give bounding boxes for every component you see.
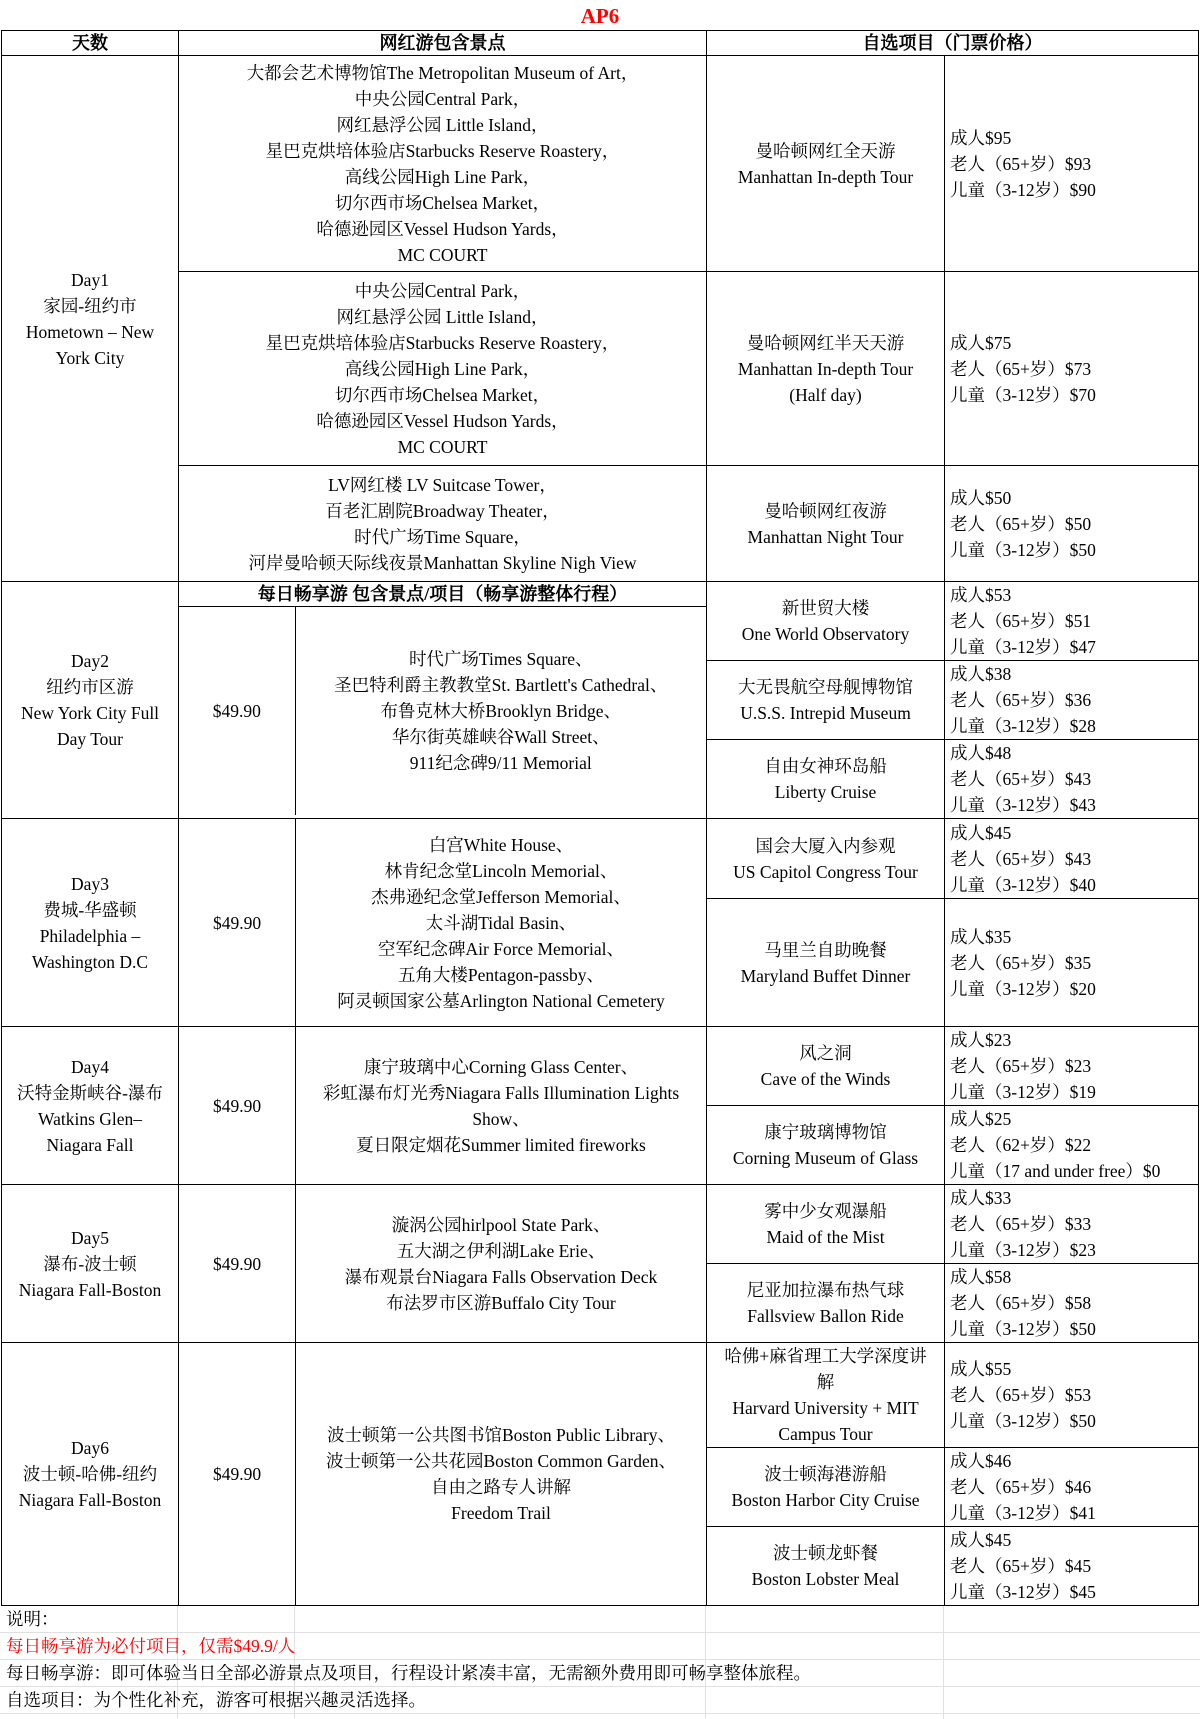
price-cell bbox=[945, 1027, 1199, 1106]
optional-tour-cell bbox=[707, 661, 945, 740]
sights-cell bbox=[179, 272, 707, 466]
price-line: 老人（65+岁）$45 bbox=[950, 1556, 1092, 1576]
price-cell bbox=[945, 1527, 1199, 1606]
day-label: Day Tour bbox=[56, 729, 123, 749]
tour-name: Cave of the Winds bbox=[760, 1069, 891, 1089]
sight-line: 中央公园Central Park， bbox=[354, 88, 531, 109]
day-label-cell bbox=[2, 56, 179, 582]
sight-line: 五角大楼Pentagon-passby、 bbox=[397, 964, 605, 985]
sight-line: 白宫White House、 bbox=[428, 834, 574, 855]
optional-tour-cell bbox=[707, 1027, 945, 1106]
header-row bbox=[2, 31, 1199, 56]
day-label: Day4 bbox=[71, 1056, 109, 1077]
header-days: 天数 bbox=[2, 31, 179, 56]
sight-line: 星巴克烘培体验店Starbucks Reserve Roastery， bbox=[265, 332, 620, 353]
price-line: 成人$45 bbox=[950, 1530, 1012, 1550]
tour-name: Boston Harbor City Cruise bbox=[731, 1490, 920, 1510]
daily-price: $49.90 bbox=[179, 607, 295, 816]
day-label: Niagara Fall bbox=[46, 1134, 134, 1155]
tour-name: Campus Tour bbox=[778, 1424, 873, 1444]
day1-row bbox=[2, 56, 1199, 272]
tour-name: 风之洞 bbox=[799, 1043, 852, 1063]
price-line: 老人（65+岁）$23 bbox=[950, 1056, 1092, 1076]
price-line: 儿童（3-12岁）$43 bbox=[950, 795, 1096, 815]
tour-name: 大无畏航空母舰博物馆 bbox=[738, 677, 913, 697]
optional-tour-cell bbox=[707, 740, 945, 819]
optional-tour-cell bbox=[707, 899, 945, 1027]
price-line: 儿童（3-12岁）$41 bbox=[950, 1503, 1096, 1523]
tour-name: Boston Lobster Meal bbox=[751, 1569, 900, 1589]
sight-line: 切尔西市场Chelsea Market， bbox=[334, 384, 551, 405]
price-line: 老人（65+岁）$51 bbox=[950, 611, 1092, 631]
tour-name: Manhattan Night Tour bbox=[747, 526, 904, 547]
sight-line: 阿灵顿国家公墓Arlington National Cemetery bbox=[337, 990, 665, 1011]
price-line: 老人（65+岁）$46 bbox=[950, 1477, 1092, 1497]
sight-line: 星巴克烘培体验店Starbucks Reserve Roastery， bbox=[265, 140, 620, 161]
tour-name: (Half day) bbox=[789, 384, 862, 405]
price-line: 成人$23 bbox=[950, 1030, 1012, 1050]
price-line: 老人（65+岁）$36 bbox=[950, 690, 1092, 710]
price-line: 儿童（3-12岁）$23 bbox=[950, 1240, 1096, 1260]
sight-line: 杰弗逊纪念堂Jefferson Memorial、 bbox=[371, 886, 631, 907]
price-line: 成人$35 bbox=[950, 926, 1012, 947]
price-line: 成人$33 bbox=[950, 1188, 1012, 1208]
tour-name: U.S.S. Intrepid Museum bbox=[740, 703, 911, 723]
price-line: 儿童（3-12岁）$50 bbox=[950, 539, 1096, 560]
sight-line: 网红悬浮公园 Little Island， bbox=[336, 306, 549, 327]
tour-name: 波士顿龙虾餐 bbox=[773, 1543, 878, 1563]
optional-tour-cell bbox=[707, 272, 945, 466]
sights-cell bbox=[179, 466, 707, 582]
price-line: 儿童（3-12岁）$45 bbox=[950, 1582, 1096, 1602]
sight-line: 高线公园High Line Park， bbox=[344, 166, 541, 187]
daily-header: 每日畅享游 包含景点/项目（畅享游整体行程） bbox=[179, 582, 706, 607]
sight-line: 波士顿第一公共图书馆Boston Public Library、 bbox=[326, 1425, 676, 1445]
optional-tour-cell bbox=[707, 1448, 945, 1527]
day-label: Day3 bbox=[71, 873, 109, 894]
notes-label: 说明： bbox=[0, 1606, 1200, 1633]
tour-name: Manhattan In-depth Tour bbox=[737, 358, 914, 379]
price-line: 儿童（3-12岁）$40 bbox=[950, 874, 1096, 895]
notes-daily: 每日畅享游：即可体验当日全部必游景点及项目，行程设计紧凑丰富，无需额外费用即可畅享整体旅程。 bbox=[0, 1660, 1200, 1687]
sight-line: 波士顿第一公共花园Boston Common Garden、 bbox=[326, 1451, 676, 1471]
price-line: 儿童（3-12岁）$28 bbox=[950, 716, 1096, 736]
optional-tour-cell bbox=[707, 1264, 945, 1343]
tour-name: Corning Museum of Glass bbox=[732, 1148, 919, 1168]
sight-line: 中央公园Central Park， bbox=[354, 280, 531, 301]
price-line: 老人（65+岁）$43 bbox=[950, 769, 1092, 789]
day-label-cell bbox=[2, 819, 179, 1027]
sight-line: 高线公园High Line Park， bbox=[344, 358, 541, 379]
tour-name: Harvard University + MIT bbox=[732, 1398, 919, 1418]
day-row bbox=[2, 1027, 1199, 1106]
header-sights: 网红游包含景点 bbox=[179, 31, 707, 56]
day-label: Philadelphia – bbox=[39, 925, 141, 946]
optional-tour-cell bbox=[707, 582, 945, 661]
day-label: Day1 bbox=[71, 269, 109, 290]
price-cell bbox=[945, 1106, 1199, 1185]
tour-name: 雾中少女观瀑船 bbox=[764, 1201, 887, 1221]
tour-name: 哈佛+麻省理工大学深度讲 bbox=[724, 1346, 927, 1366]
day1-row bbox=[2, 466, 1199, 582]
day-label: 波士顿-哈佛-纽约 bbox=[22, 1464, 158, 1484]
day-label: Niagara Fall-Boston bbox=[18, 1279, 162, 1300]
sight-line: 华尔街英雄峡谷Wall Street、 bbox=[391, 727, 610, 747]
daily-price: $49.90 bbox=[179, 1185, 296, 1343]
optional-tour-cell bbox=[707, 819, 945, 899]
price-line: 老人（65+岁）$53 bbox=[950, 1385, 1092, 1405]
sight-line: Freedom Trail bbox=[451, 1503, 551, 1523]
price-line: 老人（65+岁）$50 bbox=[950, 513, 1092, 534]
optional-tour-cell bbox=[707, 56, 945, 272]
sight-line: 哈德逊园区Vessel Hudson Yards， bbox=[316, 410, 569, 431]
sights-cell bbox=[295, 607, 706, 816]
itinerary-table bbox=[1, 30, 1199, 1606]
price-cell bbox=[945, 56, 1199, 272]
price-line: 成人$53 bbox=[950, 585, 1012, 605]
sight-line: 空军纪念碑Air Force Memorial、 bbox=[378, 938, 624, 959]
day-label: New York City Full bbox=[20, 703, 160, 723]
tour-name: Fallsview Ballon Ride bbox=[747, 1306, 904, 1326]
sights-cell bbox=[179, 56, 707, 272]
sights-cell bbox=[296, 1343, 707, 1606]
sight-line: 911纪念碑9/11 Memorial bbox=[409, 753, 592, 773]
price-line: 老人（65+岁）$35 bbox=[950, 952, 1092, 973]
price-line: 成人$58 bbox=[950, 1267, 1012, 1287]
price-cell bbox=[945, 1448, 1199, 1527]
price-cell bbox=[945, 740, 1199, 819]
sight-line: 太斗湖Tidal Basin、 bbox=[425, 912, 577, 933]
day-label: 沃特金斯峡谷-瀑布 bbox=[17, 1082, 163, 1103]
day-label: Day6 bbox=[71, 1438, 109, 1458]
day-label-cell bbox=[2, 1185, 179, 1343]
day-label: Day5 bbox=[71, 1227, 109, 1248]
tour-name: 马里兰自助晚餐 bbox=[764, 939, 887, 960]
price-cell bbox=[945, 466, 1199, 582]
tour-name: 曼哈顿网红夜游 bbox=[764, 500, 887, 521]
sight-line: 彩虹瀑布灯光秀Niagara Falls Illumination Lights bbox=[322, 1082, 680, 1103]
tour-name: 康宁玻璃博物馆 bbox=[764, 1122, 887, 1142]
price-line: 儿童（3-12岁）$50 bbox=[950, 1319, 1096, 1339]
price-line: 成人$45 bbox=[950, 822, 1012, 843]
daily-inner-table bbox=[179, 582, 706, 815]
sight-line: 百老汇剧院Broadway Theater， bbox=[325, 500, 560, 521]
tour-name: 新世贸大楼 bbox=[781, 598, 870, 618]
day-row bbox=[2, 582, 1199, 661]
price-cell bbox=[945, 582, 1199, 661]
sight-line: 自由之路专人讲解 bbox=[431, 1477, 571, 1497]
price-cell bbox=[945, 661, 1199, 740]
sight-line: 时代广场Times Square、 bbox=[408, 649, 593, 669]
price-line: 儿童（3-12岁）$90 bbox=[950, 179, 1096, 200]
sight-line: 圣巴特利爵主教教堂St. Bartlett's Cathedral、 bbox=[334, 675, 668, 695]
sight-line: 漩涡公园hirlpool State Park、 bbox=[391, 1214, 611, 1235]
day-row bbox=[2, 1343, 1199, 1448]
day-label-cell bbox=[2, 1027, 179, 1185]
tour-name: 解 bbox=[816, 1372, 835, 1392]
daily-price: $49.90 bbox=[179, 819, 296, 1027]
header-optional: 自选项目（门票价格） bbox=[707, 31, 1199, 56]
price-line: 儿童（3-12岁）$20 bbox=[950, 978, 1096, 999]
sight-line: MC COURT bbox=[397, 244, 488, 265]
price-line: 老人（65+岁）$58 bbox=[950, 1293, 1092, 1313]
price-line: 成人$95 bbox=[950, 127, 1012, 148]
sight-line: MC COURT bbox=[397, 436, 488, 457]
sight-line: 林肯纪念堂Lincoln Memorial、 bbox=[384, 860, 618, 881]
price-line: 成人$25 bbox=[950, 1109, 1012, 1129]
tour-name: 曼哈顿网红全天游 bbox=[755, 140, 896, 161]
day-label: York City bbox=[55, 347, 125, 368]
price-line: 成人$46 bbox=[950, 1451, 1012, 1471]
price-line: 儿童（3-12岁）$70 bbox=[950, 384, 1096, 405]
sight-line: 网红悬浮公园 Little Island， bbox=[336, 114, 549, 135]
sights-cell bbox=[296, 1185, 707, 1343]
day-label: 费城-华盛顿 bbox=[43, 899, 137, 920]
daily-price: $49.90 bbox=[179, 1027, 296, 1185]
sight-line: 哈德逊园区Vessel Hudson Yards， bbox=[316, 218, 569, 239]
tour-name: Manhattan In-depth Tour bbox=[737, 166, 914, 187]
price-line: 老人（65+岁）$43 bbox=[950, 848, 1092, 869]
day-label-cell bbox=[2, 1343, 179, 1606]
price-line: 老人（65+岁）$33 bbox=[950, 1214, 1092, 1234]
tour-name: US Capitol Congress Tour bbox=[733, 861, 918, 882]
day-label: Washington D.C bbox=[31, 951, 149, 972]
price-line: 老人（65+岁）$93 bbox=[950, 153, 1092, 174]
day-label: Niagara Fall-Boston bbox=[18, 1490, 162, 1510]
tour-name: 曼哈顿网红半天天游 bbox=[746, 332, 905, 353]
sights-cell bbox=[296, 1027, 707, 1185]
daily-price: $49.90 bbox=[179, 1343, 296, 1606]
sights-cell bbox=[296, 819, 707, 1027]
notes-section bbox=[0, 1606, 1200, 1714]
price-line: 儿童（3-12岁）$50 bbox=[950, 1411, 1096, 1431]
notes-optional: 自选项目：为个性化补充，游客可根据兴趣灵活选择。 bbox=[0, 1687, 1200, 1714]
daily-block-cell bbox=[179, 582, 707, 819]
sight-line: LV网红楼 LV Suitcase Tower， bbox=[328, 474, 557, 495]
price-cell bbox=[945, 899, 1199, 1027]
price-line: 儿童（3-12岁）$19 bbox=[950, 1082, 1096, 1102]
price-cell bbox=[945, 1343, 1199, 1448]
price-line: 成人$48 bbox=[950, 743, 1012, 763]
sight-line: 时代广场Time Square， bbox=[354, 526, 531, 547]
price-cell bbox=[945, 819, 1199, 899]
notes-required: 每日畅享游为必付项目，仅需$49.9/人 bbox=[0, 1633, 1200, 1660]
price-line: 儿童（17 and under free）$0 bbox=[950, 1161, 1161, 1181]
price-line: 儿童（3-12岁）$47 bbox=[950, 637, 1096, 657]
sight-line: 五大湖之伊利湖Lake Erie、 bbox=[396, 1240, 606, 1261]
tour-name: 尼亚加拉瀑布热气球 bbox=[746, 1280, 905, 1300]
price-cell bbox=[945, 1185, 1199, 1264]
day-label: 瀑布-波士顿 bbox=[43, 1253, 137, 1274]
price-line: 老人（62+岁）$22 bbox=[950, 1135, 1092, 1155]
tour-name: 波士顿海港游船 bbox=[764, 1464, 887, 1484]
day1-row bbox=[2, 272, 1199, 466]
tour-name: Maid of the Mist bbox=[766, 1227, 885, 1247]
price-cell bbox=[945, 1264, 1199, 1343]
optional-tour-cell bbox=[707, 1185, 945, 1264]
sight-line: 大都会艺术博物馆The Metropolitan Museum of Art， bbox=[246, 62, 639, 83]
day-row bbox=[2, 1185, 1199, 1264]
tour-name: 国会大厦入内参观 bbox=[755, 835, 896, 856]
sight-line: 河岸曼哈顿天际线夜景Manhattan Skyline Nigh View bbox=[248, 552, 637, 573]
sight-line: 夏日限定烟花Summer limited fireworks bbox=[356, 1134, 646, 1155]
sight-line: 布鲁克林大桥Brooklyn Bridge、 bbox=[380, 701, 622, 721]
sight-line: 布法罗市区游Buffalo City Tour bbox=[386, 1292, 616, 1313]
day-label: 家园-纽约市 bbox=[43, 295, 137, 316]
price-line: 成人$38 bbox=[950, 664, 1012, 684]
sheet-title: AP6 bbox=[580, 4, 620, 28]
optional-tour-cell bbox=[707, 1343, 945, 1448]
day-label: Day2 bbox=[71, 651, 109, 671]
price-line: 老人（65+岁）$73 bbox=[950, 358, 1092, 379]
tour-name: One World Observatory bbox=[741, 624, 910, 644]
day-label: Watkins Glen– bbox=[37, 1108, 143, 1129]
optional-tour-cell bbox=[707, 466, 945, 582]
day-row bbox=[2, 819, 1199, 899]
tour-name: 自由女神环岛船 bbox=[764, 756, 887, 776]
sight-line: 康宁玻璃中心Corning Glass Center、 bbox=[363, 1056, 639, 1077]
day-label: Hometown – New bbox=[25, 321, 155, 342]
sight-line: Show、 bbox=[472, 1108, 530, 1129]
price-line: 成人$55 bbox=[950, 1359, 1012, 1379]
day-label-cell bbox=[2, 582, 179, 819]
price-line: 成人$75 bbox=[950, 332, 1012, 353]
sight-line: 瀑布观景台Niagara Falls Observation Deck bbox=[344, 1266, 658, 1287]
sight-line: 切尔西市场Chelsea Market， bbox=[334, 192, 551, 213]
day-label: 纽约市区游 bbox=[46, 677, 134, 697]
optional-tour-cell bbox=[707, 1106, 945, 1185]
price-line: 成人$50 bbox=[950, 487, 1012, 508]
price-cell bbox=[945, 272, 1199, 466]
optional-tour-cell bbox=[707, 1527, 945, 1606]
tour-name: Liberty Cruise bbox=[774, 782, 877, 802]
tour-name: Maryland Buffet Dinner bbox=[740, 965, 911, 986]
